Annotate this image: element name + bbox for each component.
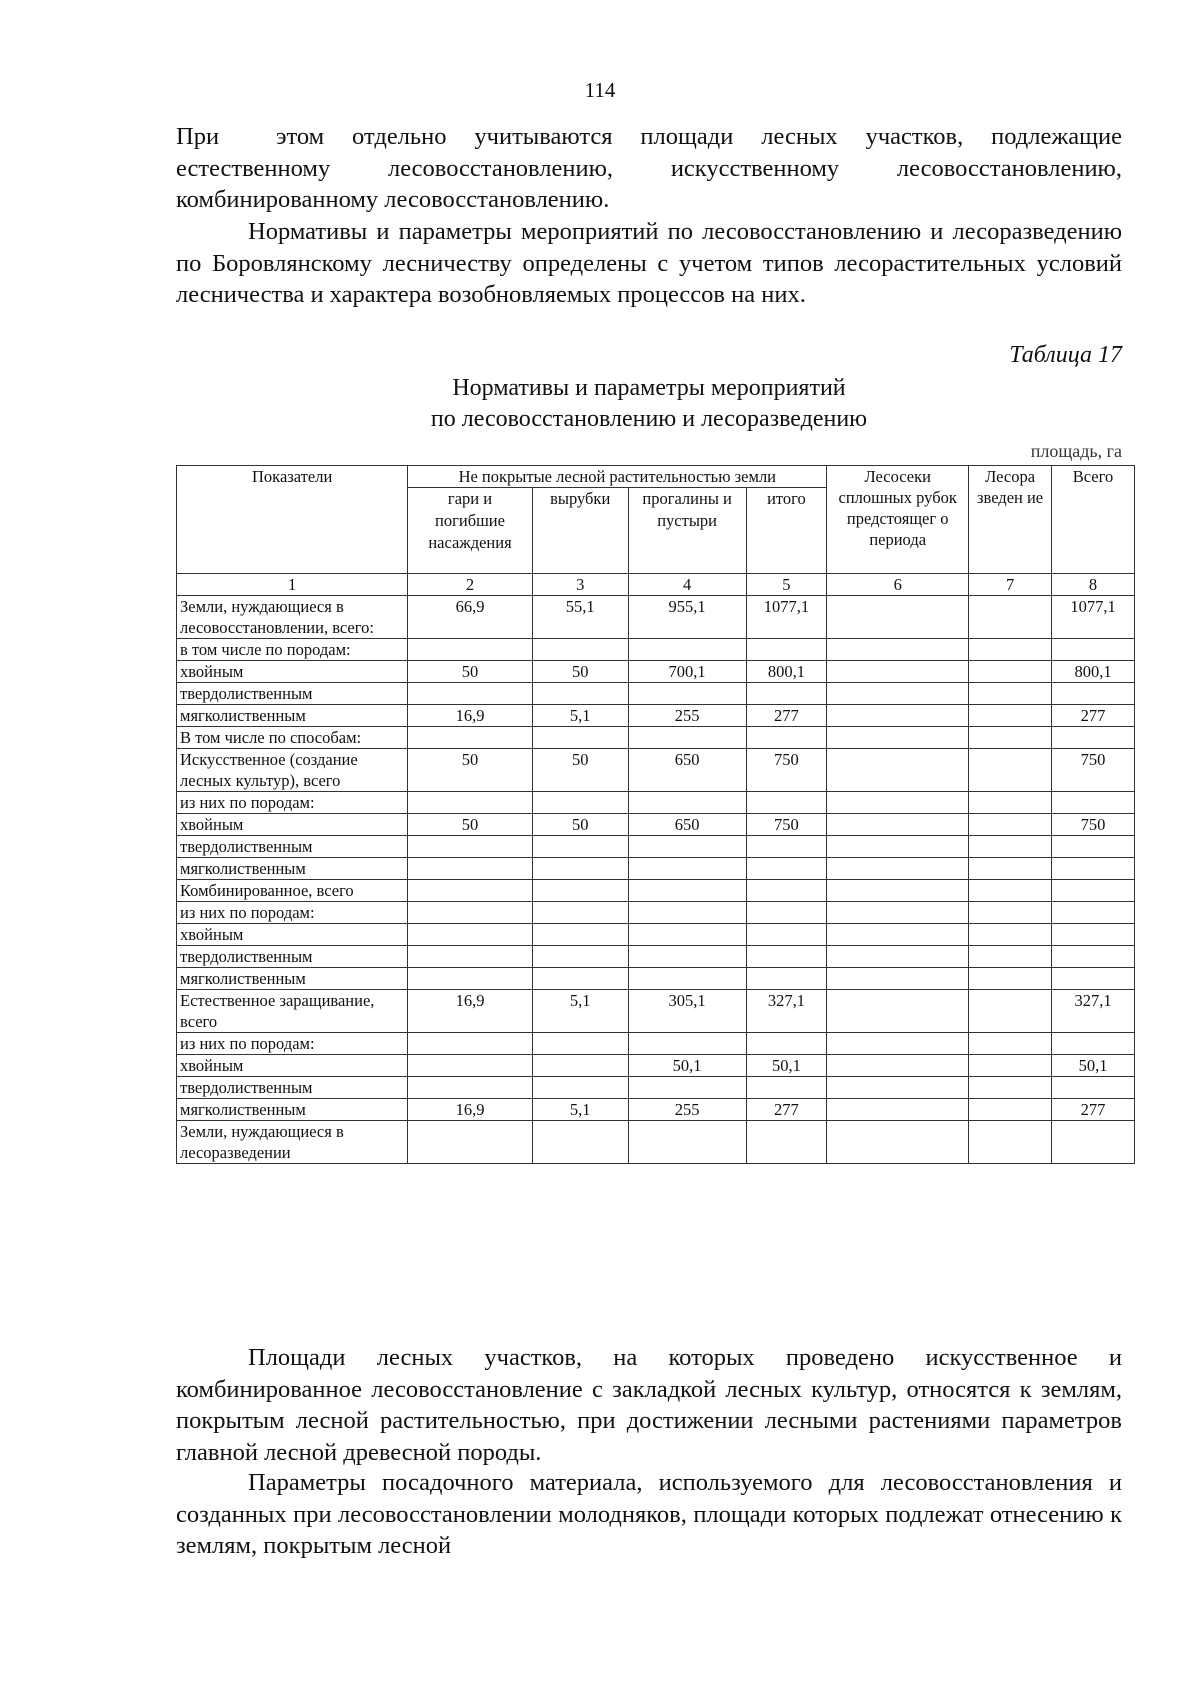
table-cell xyxy=(1052,1033,1135,1055)
table-cell: 255 xyxy=(628,1099,746,1121)
table-cell xyxy=(827,1077,969,1099)
table-cell xyxy=(532,727,628,749)
table-cell xyxy=(408,924,532,946)
table-cell xyxy=(532,858,628,880)
table-cell xyxy=(969,727,1052,749)
table-cell: 277 xyxy=(1052,705,1135,727)
table-cell xyxy=(628,880,746,902)
table-row xyxy=(177,836,1135,858)
table-cell: 277 xyxy=(746,705,827,727)
table-cell xyxy=(969,1121,1052,1164)
table-cell xyxy=(827,924,969,946)
table-row xyxy=(177,749,1135,792)
table-cell xyxy=(746,727,827,749)
paragraph-3-first-word: Площади xyxy=(248,1344,346,1371)
table-cell: 16,9 xyxy=(408,990,532,1033)
table-row xyxy=(177,814,1135,836)
header-unforested-lands: Не покрытые лесной растительностью земли xyxy=(408,466,827,488)
table-cell xyxy=(1052,1077,1135,1099)
table-cell xyxy=(969,924,1052,946)
table-cell xyxy=(628,683,746,705)
table-cell xyxy=(746,858,827,880)
table-cell xyxy=(408,1055,532,1077)
table-caption-line-1: Нормативы и параметры мероприятий xyxy=(452,375,846,401)
table-cell: 750 xyxy=(746,814,827,836)
table-cell: 50 xyxy=(532,814,628,836)
table-cell xyxy=(746,792,827,814)
table-cell xyxy=(969,880,1052,902)
table-cell: 277 xyxy=(746,1099,827,1121)
table-cell: 750 xyxy=(746,749,827,792)
table-row xyxy=(177,1099,1135,1121)
table-cell xyxy=(628,968,746,990)
table-cell: 5,1 xyxy=(532,1099,628,1121)
table-cell: 55,1 xyxy=(532,596,628,639)
row-label-cell: Комбинированное, всего xyxy=(177,880,408,902)
table-row xyxy=(177,990,1135,1033)
table-cell xyxy=(408,792,532,814)
table-cell: 305,1 xyxy=(628,990,746,1033)
table-cell xyxy=(408,1033,532,1055)
table-cell: 800,1 xyxy=(1052,661,1135,683)
table-cell xyxy=(1052,946,1135,968)
paragraph-1-text: этом отдельно учитываются площади лесных участков, подлежащие естественному лесовосстановлению, искусственному лесовосстановлению, комбинированному лесовосстановлению. xyxy=(176,123,1123,213)
table-cell xyxy=(827,946,969,968)
table-cell xyxy=(408,880,532,902)
column-number: 2 xyxy=(408,574,532,596)
table-cell xyxy=(746,1077,827,1099)
table-cell xyxy=(827,858,969,880)
column-number: 3 xyxy=(532,574,628,596)
table-cell xyxy=(827,1055,969,1077)
header-indicators: Показатели xyxy=(177,466,408,574)
table-cell xyxy=(532,792,628,814)
header-cuttings: вырубки xyxy=(532,488,628,574)
header-clearcuts: Лесосеки сплошных рубок предстоящег о периода xyxy=(827,466,969,574)
table-cell xyxy=(827,968,969,990)
row-label-cell: твердолиственным xyxy=(177,836,408,858)
table-cell xyxy=(827,990,969,1033)
table-cell xyxy=(746,880,827,902)
table-row xyxy=(177,924,1135,946)
table-cell: 750 xyxy=(1052,814,1135,836)
header-subtotal: итого xyxy=(746,488,827,574)
table-cell xyxy=(628,946,746,968)
row-label-cell: мягколиственным xyxy=(177,1099,408,1121)
table-cell xyxy=(408,968,532,990)
table-row xyxy=(177,792,1135,814)
table-cell: 50,1 xyxy=(628,1055,746,1077)
table-cell xyxy=(746,924,827,946)
row-label-cell: мягколиственным xyxy=(177,968,408,990)
table-cell: 277 xyxy=(1052,1099,1135,1121)
table-header-row-1 xyxy=(177,466,1135,488)
header-afforestation: Лесора зведен ие xyxy=(969,466,1052,574)
table-cell xyxy=(532,836,628,858)
table-cell xyxy=(827,749,969,792)
table-cell xyxy=(628,1033,746,1055)
table-cell: 650 xyxy=(628,814,746,836)
table-cell: 255 xyxy=(628,705,746,727)
table-cell xyxy=(628,924,746,946)
header-glades: прогалины и пустыри xyxy=(628,488,746,574)
table-cell xyxy=(969,1055,1052,1077)
table-caption xyxy=(176,373,1122,435)
paragraph-1-first-word: При xyxy=(176,123,220,150)
table-cell: 50 xyxy=(532,749,628,792)
table-number-label: Таблица 17 xyxy=(1009,342,1122,368)
table-cell: 50 xyxy=(408,749,532,792)
row-label-cell: Земли, нуждающиеся в лесоразведении xyxy=(177,1121,408,1164)
paragraph-4 xyxy=(176,1467,1122,1562)
table-cell xyxy=(969,792,1052,814)
paragraph-3 xyxy=(176,1342,1122,1468)
table-cell xyxy=(408,1121,532,1164)
row-label-cell: мягколиственным xyxy=(177,705,408,727)
table-cell: 50,1 xyxy=(1052,1055,1135,1077)
table-cell: 800,1 xyxy=(746,661,827,683)
table-row xyxy=(177,1055,1135,1077)
table-cell xyxy=(969,1099,1052,1121)
table-cell xyxy=(827,705,969,727)
row-label-cell: Естественное заращивание, всего xyxy=(177,990,408,1033)
table-cell xyxy=(408,727,532,749)
table-cell: 750 xyxy=(1052,749,1135,792)
standards-table xyxy=(176,465,1135,1164)
table-cell xyxy=(827,661,969,683)
table-cell: 16,9 xyxy=(408,1099,532,1121)
table-cell: 5,1 xyxy=(532,990,628,1033)
table-cell xyxy=(1052,639,1135,661)
table-cell xyxy=(746,1121,827,1164)
row-label-cell: хвойным xyxy=(177,924,408,946)
table-row xyxy=(177,596,1135,639)
table-cell: 50,1 xyxy=(746,1055,827,1077)
table-cell xyxy=(1052,1121,1135,1164)
table-row xyxy=(177,968,1135,990)
table-cell xyxy=(746,683,827,705)
page-number: 114 xyxy=(584,78,616,102)
table-cell xyxy=(532,946,628,968)
table-cell xyxy=(1052,858,1135,880)
row-label-cell: твердолиственным xyxy=(177,683,408,705)
table-cell xyxy=(827,596,969,639)
table-cell xyxy=(1052,792,1135,814)
table-cell xyxy=(746,639,827,661)
row-label-cell: Земли, нуждающиеся в лесовосстановлении, всего: xyxy=(177,596,408,639)
table-cell xyxy=(532,924,628,946)
table-cell xyxy=(827,639,969,661)
table-cell xyxy=(827,1099,969,1121)
table-cell xyxy=(628,858,746,880)
table-cell: 50 xyxy=(408,814,532,836)
table-body xyxy=(177,596,1135,1164)
table-cell xyxy=(532,1033,628,1055)
table-cell xyxy=(408,946,532,968)
paragraph-2 xyxy=(176,216,1122,311)
table-row xyxy=(177,1121,1135,1164)
table-cell xyxy=(628,902,746,924)
table-row xyxy=(177,683,1135,705)
table-row xyxy=(177,902,1135,924)
table-cell xyxy=(532,968,628,990)
paragraph-2-first-word: Нормативы xyxy=(248,218,368,245)
row-label-cell: хвойным xyxy=(177,661,408,683)
column-number: 4 xyxy=(628,574,746,596)
table-cell xyxy=(969,683,1052,705)
table-cell xyxy=(969,1033,1052,1055)
row-label-cell: твердолиственным xyxy=(177,1077,408,1099)
table-cell xyxy=(969,902,1052,924)
table-cell xyxy=(408,902,532,924)
table-cell: 66,9 xyxy=(408,596,532,639)
table-cell: 50 xyxy=(532,661,628,683)
table-units: площадь, га xyxy=(1030,441,1122,461)
header-burnt: гари и погибшие насаждения xyxy=(408,488,532,574)
row-label-cell: В том числе по способам: xyxy=(177,727,408,749)
table-cell xyxy=(532,683,628,705)
column-number: 7 xyxy=(969,574,1052,596)
table-cell xyxy=(827,727,969,749)
table-cell xyxy=(408,858,532,880)
table-row xyxy=(177,858,1135,880)
table-cell xyxy=(827,836,969,858)
paragraph-3-text: лесных участков, на которых проведено искусственное и комбинированное лесовосстановление с закладкой лесных культур, относятся к землям, покрытым лесной растительностью, при достижении лесными растениями параметров главной лесной древесной породы. xyxy=(176,1344,1123,1466)
table-cell xyxy=(408,639,532,661)
column-number: 5 xyxy=(746,574,827,596)
table-row xyxy=(177,1077,1135,1099)
column-number: 1 xyxy=(177,574,408,596)
table-cell xyxy=(969,1077,1052,1099)
table-cell xyxy=(969,749,1052,792)
table-cell xyxy=(532,1121,628,1164)
table-cell xyxy=(827,1121,969,1164)
row-label-cell: твердолиственным xyxy=(177,946,408,968)
row-label-cell: хвойным xyxy=(177,814,408,836)
table-cell xyxy=(1052,968,1135,990)
table-cell xyxy=(628,727,746,749)
table-cell: 327,1 xyxy=(746,990,827,1033)
table-cell xyxy=(746,968,827,990)
table-cell: 1077,1 xyxy=(746,596,827,639)
table-cell xyxy=(1052,880,1135,902)
table-cell xyxy=(969,661,1052,683)
header-total: Всего xyxy=(1052,466,1135,574)
table-cell xyxy=(746,1033,827,1055)
table-cell xyxy=(628,836,746,858)
table-cell xyxy=(408,836,532,858)
table-cell xyxy=(628,639,746,661)
table-cell xyxy=(969,968,1052,990)
table-cell xyxy=(827,880,969,902)
table-cell xyxy=(1052,924,1135,946)
table-cell xyxy=(827,1033,969,1055)
table-cell: 955,1 xyxy=(628,596,746,639)
table-cell xyxy=(969,836,1052,858)
table-row xyxy=(177,946,1135,968)
table-cell xyxy=(628,1077,746,1099)
table-cell: 5,1 xyxy=(532,705,628,727)
table-cell: 700,1 xyxy=(628,661,746,683)
table-cell xyxy=(628,792,746,814)
table-cell xyxy=(969,858,1052,880)
table-cell xyxy=(532,902,628,924)
table-cell: 1077,1 xyxy=(1052,596,1135,639)
table-cell xyxy=(827,902,969,924)
table-cell: 650 xyxy=(628,749,746,792)
row-label-cell: в том числе по породам: xyxy=(177,639,408,661)
table-cell xyxy=(532,1055,628,1077)
row-label-cell: мягколиственным xyxy=(177,858,408,880)
table-cell xyxy=(628,1121,746,1164)
table-cell xyxy=(969,596,1052,639)
table-column-numbers-row xyxy=(177,574,1135,596)
table-cell xyxy=(532,639,628,661)
table-cell xyxy=(827,814,969,836)
table-cell xyxy=(1052,683,1135,705)
table-cell: 50 xyxy=(408,661,532,683)
table-row xyxy=(177,727,1135,749)
table-row xyxy=(177,880,1135,902)
table-cell xyxy=(969,814,1052,836)
column-number: 6 xyxy=(827,574,969,596)
column-number: 8 xyxy=(1052,574,1135,596)
table-row xyxy=(177,1033,1135,1055)
table-cell xyxy=(969,639,1052,661)
paragraph-2-text: и параметры мероприятий по лесовосстановлению и лесоразведению по Боровлянскому лесничеству определены с учетом типов лесорастительных условий лесничества и характера возобновляемых процессов на них. xyxy=(176,218,1122,308)
table-cell xyxy=(1052,902,1135,924)
row-label-cell: из них по породам: xyxy=(177,792,408,814)
row-label-cell: из них по породам: xyxy=(177,902,408,924)
table-cell xyxy=(532,880,628,902)
paragraph-4-first-word: Параметры xyxy=(248,1469,366,1496)
paragraph-4-text: посадочного материала, используемого для лесовосстановления и созданных при лесовосстановлении молодняков, площади которых подлежат отнесению к землям, покрытым лесной xyxy=(176,1469,1123,1559)
row-label-cell: Искусственное (создание лесных культур), всего xyxy=(177,749,408,792)
table-cell xyxy=(1052,727,1135,749)
table-cell xyxy=(969,990,1052,1033)
table-cell xyxy=(746,902,827,924)
table-cell xyxy=(969,705,1052,727)
paragraph-1 xyxy=(176,121,1122,216)
table-cell: 327,1 xyxy=(1052,990,1135,1033)
table-cell xyxy=(408,1077,532,1099)
table-cell xyxy=(1052,836,1135,858)
row-label-cell: из них по породам: xyxy=(177,1033,408,1055)
table-row xyxy=(177,639,1135,661)
table-row xyxy=(177,705,1135,727)
table-cell xyxy=(827,792,969,814)
table-cell xyxy=(969,946,1052,968)
table-cell xyxy=(408,683,532,705)
table-caption-line-2: по лесовосстановлению и лесоразведению xyxy=(430,406,868,432)
row-label-cell: хвойным xyxy=(177,1055,408,1077)
table-row xyxy=(177,661,1135,683)
table-cell xyxy=(532,1077,628,1099)
table-cell: 16,9 xyxy=(408,705,532,727)
table-cell xyxy=(827,683,969,705)
table-cell xyxy=(746,836,827,858)
table-cell xyxy=(746,946,827,968)
